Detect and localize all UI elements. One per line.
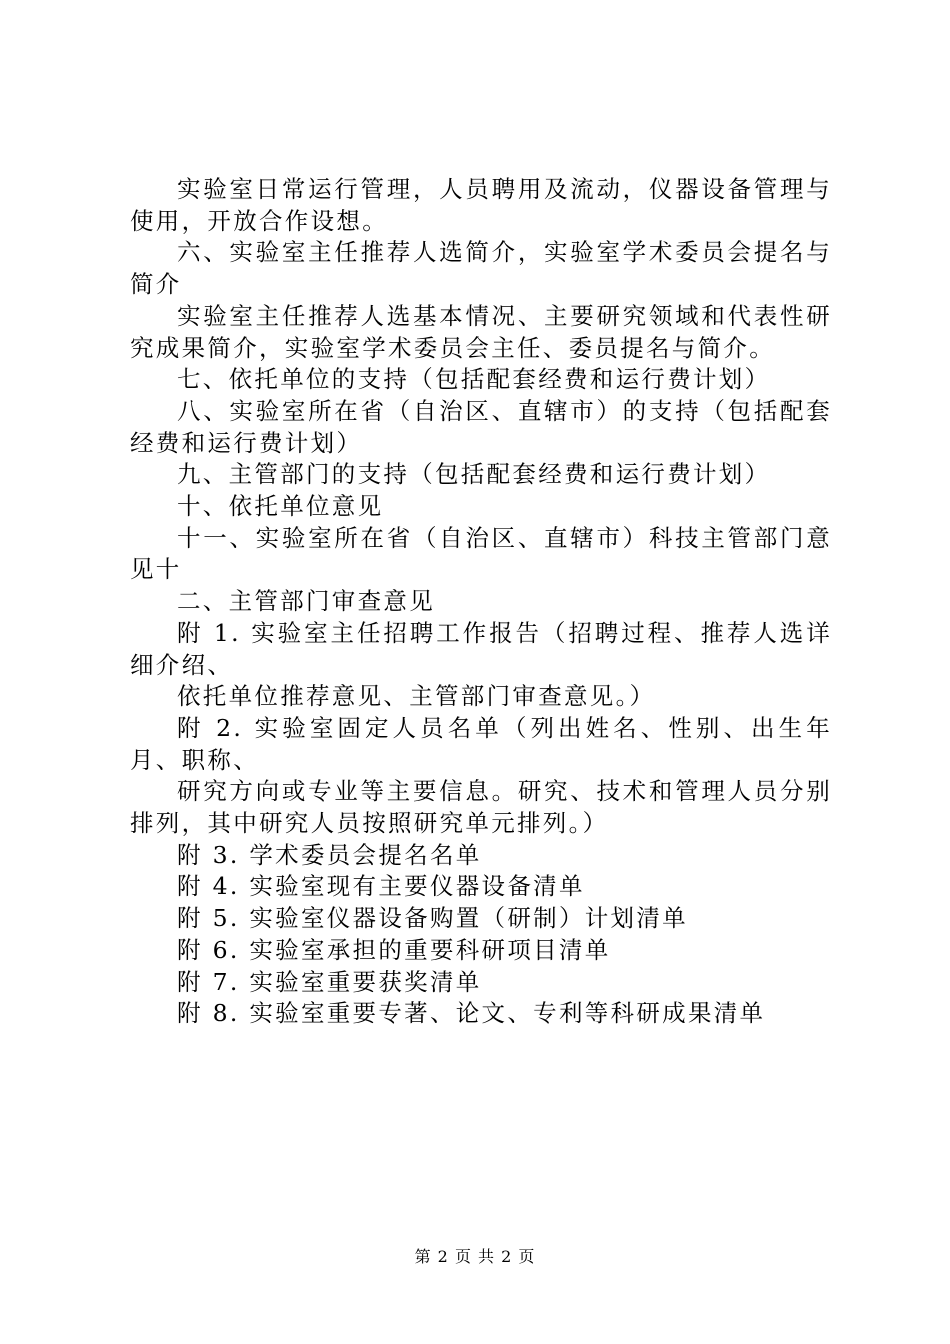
- paragraph: 八、实验室所在省（自治区、直辖市）的支持（包括配套经费和运行费计划）: [130, 396, 832, 457]
- paragraph: 十一、实验室所在省（自治区、直辖市）科技主管部门意见十: [130, 523, 832, 584]
- page-number-footer: 第 2 页 共 2 页: [414, 1247, 536, 1266]
- paragraph: 附 8. 实验室重要专著、论文、专利等科研成果清单: [177, 999, 766, 1028]
- paragraph: 附 4. 实验室现有主要仪器设备清单: [177, 872, 585, 901]
- paragraph: 七、依托单位的支持（包括配套经费和运行费计划）: [177, 365, 771, 394]
- paragraph: 六、实验室主任推荐人选简介，实验室学术委员会提名与简介: [130, 238, 832, 299]
- paragraph: 二、主管部门审查意见: [177, 587, 435, 616]
- paragraph: 附 6. 实验室承担的重要科研项目清单: [177, 935, 611, 964]
- paragraph: 研究方向或专业等主要信息。研究、技术和管理人员分别排列，其中研究人员按照研究单元排列。）: [130, 777, 832, 838]
- paragraph: 实验室主任推荐人选基本情况、主要研究领域和代表性研究成果简介，实验室学术委员会主任、委员提名与简介。: [130, 301, 832, 362]
- paragraph: 附 3. 学术委员会提名名单: [177, 840, 482, 869]
- document-body: [130, 174, 832, 1030]
- paragraph: 附 7. 实验室重要获奖清单: [177, 967, 482, 996]
- paragraph: 十、依托单位意见: [177, 492, 384, 521]
- paragraph: 九、主管部门的支持（包括配套经费和运行费计划）: [177, 460, 771, 489]
- paragraph: 附 2. 实验室固定人员名单（列出姓名、性别、出生年月、职称、: [130, 713, 832, 774]
- paragraph: 附 1. 实验室主任招聘工作报告（招聘过程、推荐人选详细介绍、: [130, 618, 832, 679]
- paragraph: 实验室日常运行管理，人员聘用及流动，仪器设备管理与使用，开放合作设想。: [130, 175, 832, 235]
- paragraph: 附 5. 实验室仪器设备购置（研制）计划清单: [177, 904, 688, 933]
- paragraph: 依托单位推荐意见、主管部门审查意见。）: [177, 682, 656, 711]
